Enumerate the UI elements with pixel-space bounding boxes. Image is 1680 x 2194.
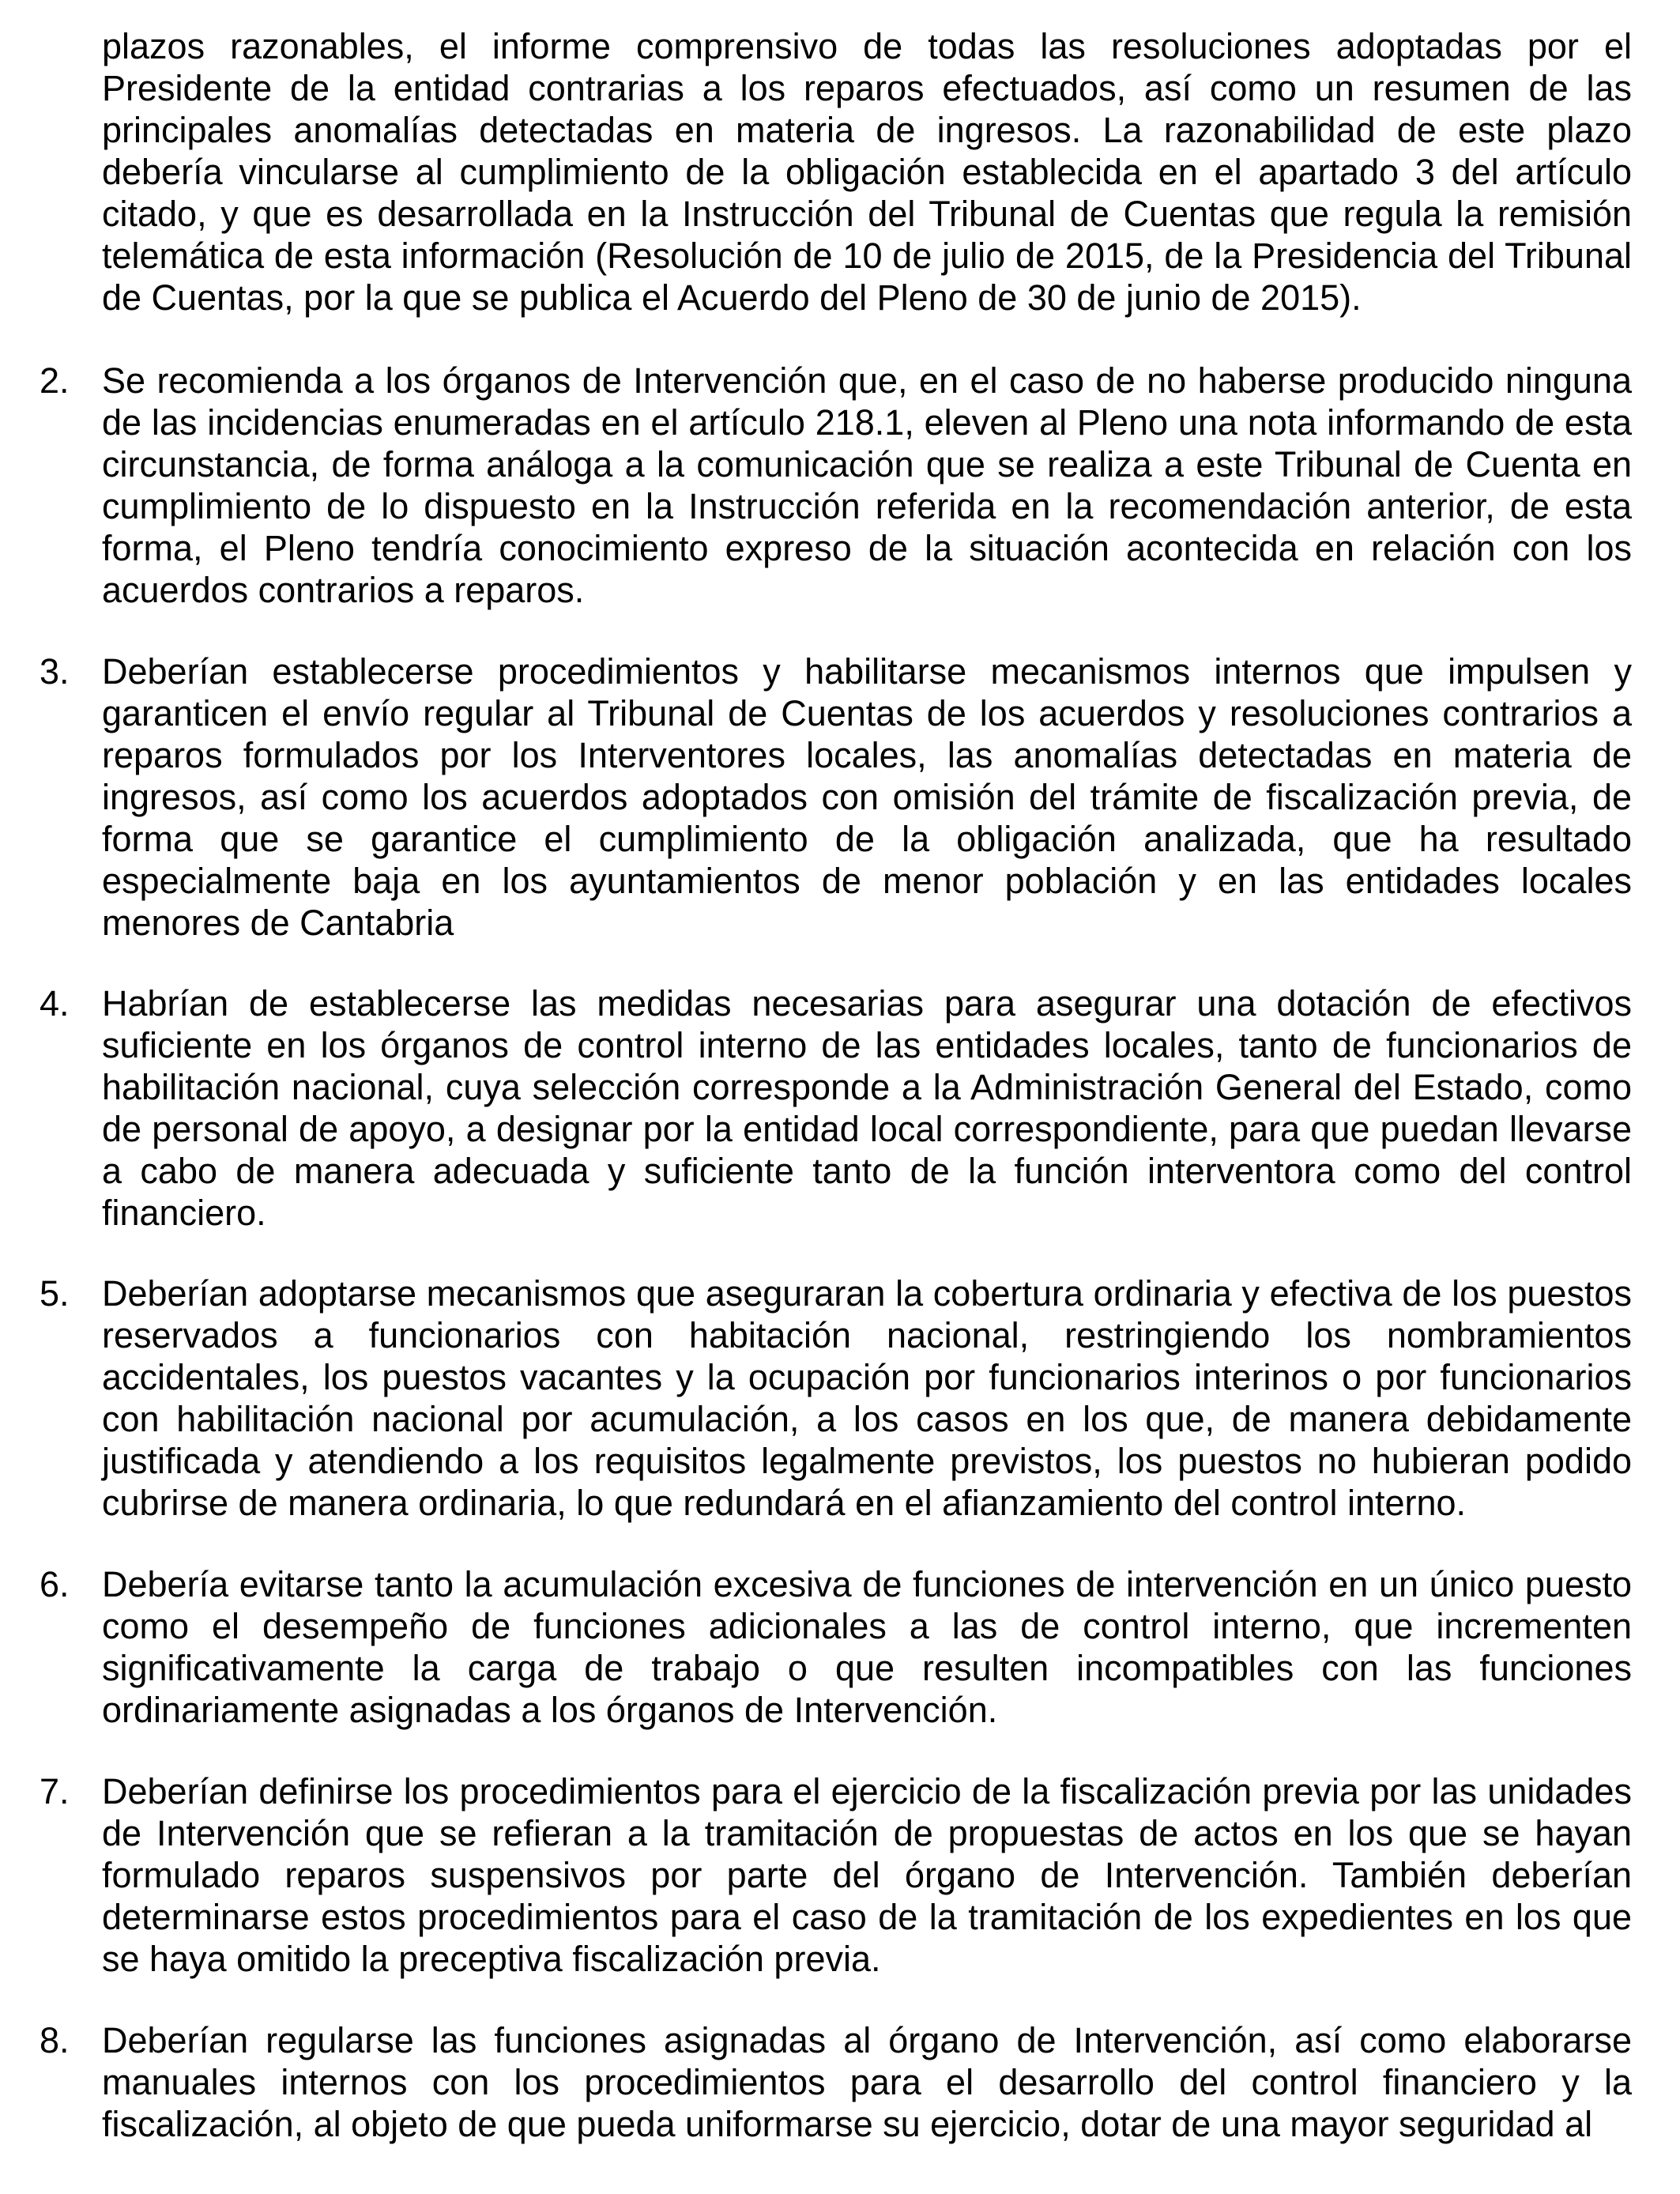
- list-item-text: Deberían adoptarse mecanismos que aseguraran la cobertura ordinaria y efectiva de los puestos reservados a funcionarios con habitación nacional, restringiendo los nombramientos accidentales, los puestos vacantes y la ocupación por funcionarios interinos o por funcionarios con habilitación nacional por acumulación, a los casos en los que, de manera debidamente justificada y atendiendo a los requisitos legalmente previstos, los puestos no hubieran podido cubrirse de manera ordinaria, lo que redundará en el afianzamiento del control interno.: [102, 1273, 1632, 1523]
- list-item-number: 2.: [40, 360, 70, 401]
- list-item-number: 6.: [40, 1564, 70, 1604]
- list-item-text: Habrían de establecerse las medidas necesarias para asegurar una dotación de efectivos suficiente en los órganos de control interno de las entidades locales, tanto de funcionarios de habilitación nacional, cuya selección corresponde a la Administración General del Estado, como de personal de apoyo, a designar por la entidad local correspondiente, para que puedan llevarse a cabo de manera adecuada y suficiente tanto de la función interventora como del control financiero.: [102, 983, 1632, 1233]
- list-item-number: 8.: [40, 2020, 70, 2060]
- list-item-text: Deberían definirse los procedimientos para el ejercicio de la fiscalización previa por las unidades de Intervención que se refieran a la tramitación de propuestas de actos en los que se hayan formulado reparos suspensivos por parte del órgano de Intervención. También deberían determinarse estos procedimientos para el caso de la tramitación de los expedientes en los que se haya omitido la preceptiva fiscalización previa.: [102, 1771, 1632, 1979]
- list-item-text: Se recomienda a los órganos de Intervención que, en el caso de no haberse producido ninguna de las incidencias enumeradas en el artículo 218.1, eleven al Pleno una nota informando de esta circunstancia, de forma análoga a la comunicación que se realiza a este Tribunal de Cuenta en cumplimiento de lo dispuesto en la Instrucción referida en la recomendación anterior, de esta forma, el Pleno tendría conocimiento expreso de la situación acontecida en relación con los acuerdos contrarios a reparos.: [102, 360, 1632, 610]
- list-item-text: Deberían regularse las funciones asignadas al órgano de Intervención, así como elaborarse manuales internos con los procedimientos para el desarrollo del control financiero y la fiscalización, al objeto de que pueda uniformarse su ejercicio, dotar de una mayor seguridad al: [102, 2020, 1632, 2144]
- continuation-paragraph: plazos razonables, el informe comprensivo de todas las resoluciones adoptadas por el Presidente de la entidad contrarias a los reparos efectuados, así como un resumen de las principales anomalías detectadas en materia de ingresos. La razonabilidad de este plazo debería vincularse al cumplimiento de la obligación establecida en el apartado 3 del artículo citado, y que es desarrollada en la Instrucción del Tribunal de Cuentas que regula la remisión telemática de esta información (Resolución de 10 de julio de 2015, de la Presidencia del Tribunal de Cuentas, por la que se publica el Acuerdo del Pleno de 30 de junio de 2015).: [102, 26, 1632, 318]
- list-item-number: 7.: [40, 1771, 70, 1811]
- list-item-number: 5.: [40, 1273, 70, 1314]
- list-item-number: 4.: [40, 983, 70, 1023]
- list-item-number: 3.: [40, 651, 70, 692]
- list-item-text: Debería evitarse tanto la acumulación excesiva de funciones de intervención en un único puesto como el desempeño de funciones adicionales a las de control interno, que incrementen significativamente la carga de trabajo o que resulten incompatibles con las funciones ordinariamente asignadas a los órganos de Intervención.: [102, 1564, 1632, 1730]
- list-item-text: Deberían establecerse procedimientos y habilitarse mecanismos internos que impulsen y garanticen el envío regular al Tribunal de Cuentas de los acuerdos y resoluciones contrarios a reparos formulados por los Interventores locales, las anomalías detectadas en materia de ingresos, así como los acuerdos adoptados con omisión del trámite de fiscalización previa, de forma que se garantice el cumplimiento de la obligación analizada, que ha resultado especialmente baja en los ayuntamientos de menor población y en las entidades locales menores de Cantabria: [102, 651, 1632, 943]
